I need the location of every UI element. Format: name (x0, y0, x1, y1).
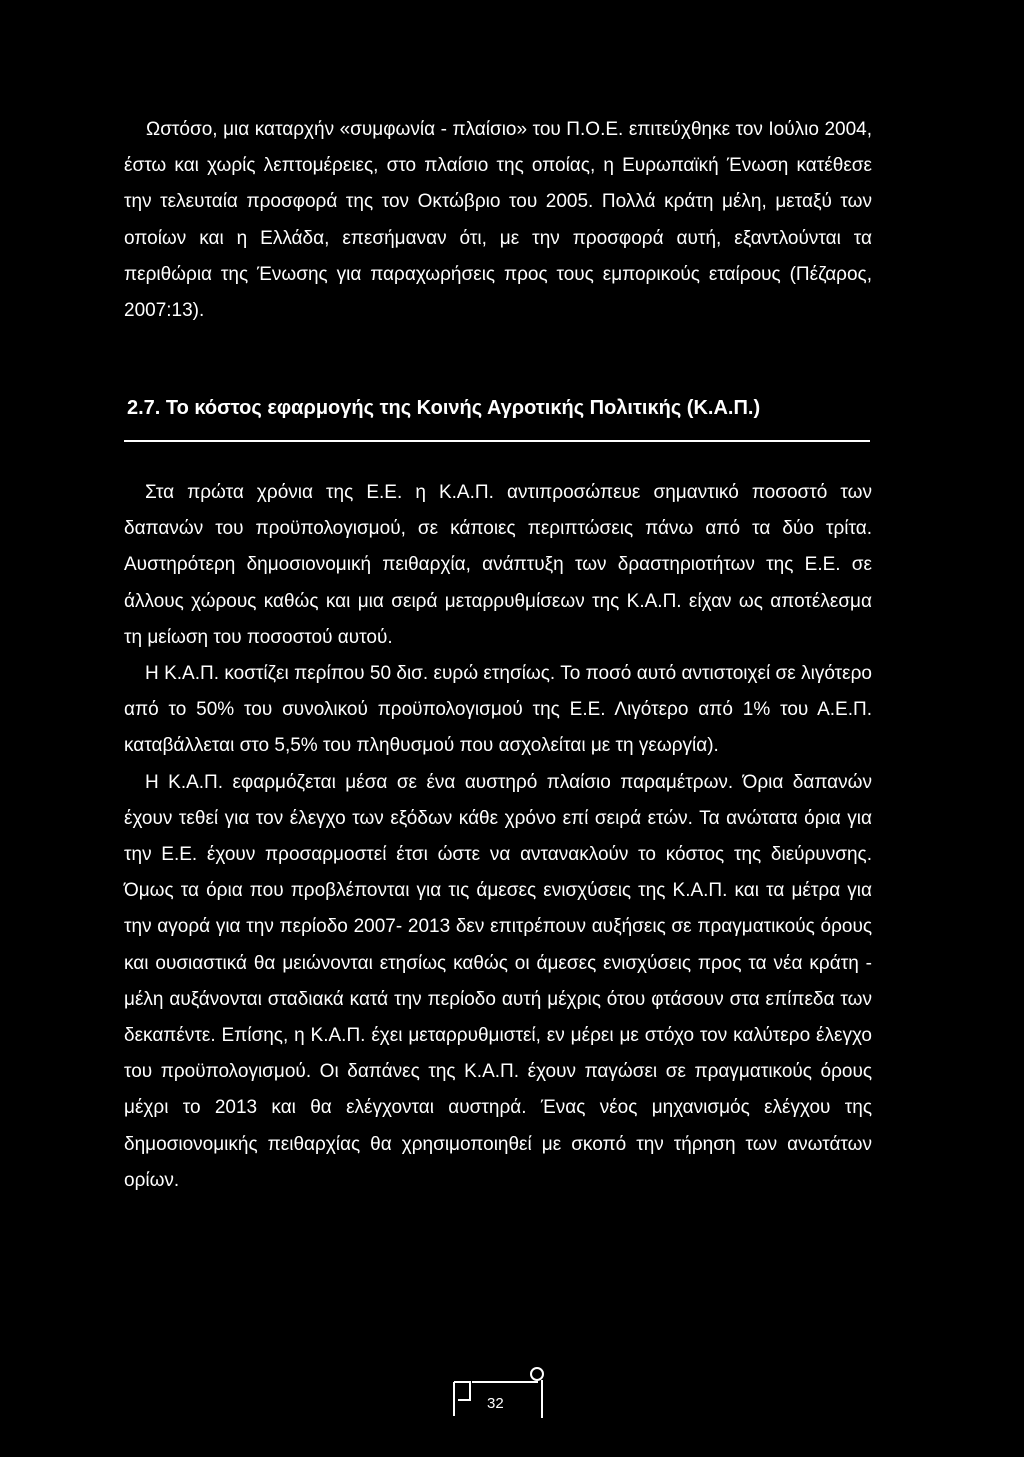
heading-underline (124, 440, 870, 442)
section-heading: 2.7. Το κόστος εφαρμογής της Κοινής Αγροτικής Πολιτικής (Κ.Α.Π.) (127, 397, 761, 419)
section-body (124, 475, 872, 1199)
section-paragraph-1: Στα πρώτα χρόνια της Ε.Ε. η Κ.Α.Π. αντιπροσώπευε σημαντικό ποσοστό των δαπανών του προϋπολογισμού, σε κάποιες περιπτώσεις πάνω από τα δύο τρίτα. Αυστηρότερη δημοσιονομική πειθαρχία, ανάπτυξη των δραστηριοτήτων της Ε.Ε. σε άλλους χώρους καθώς και μια σειρά μεταρρυθμίσεων της Κ.Α.Π. είχαν ως αποτέλεσμα τη μείωση του ποσοστού αυτού. (124, 482, 872, 648)
section-paragraph-2: Η Κ.Α.Π. κοστίζει περίπου 50 δισ. ευρώ ετησίως. Το ποσό αυτό αντιστοιχεί σε λιγότερο από το 50% του συνολικού προϋπολογισμού της Ε.Ε. Λιγότερο από 1% του Α.Ε.Π. καταβάλλεται στο 5,5% του πληθυσμού που ασχολείται με τη γεωργία). (124, 663, 872, 757)
page-number: 32 (487, 1395, 504, 1412)
intro-block (124, 112, 872, 329)
section-paragraph-3: Η Κ.Α.Π. εφαρμόζεται μέσα σε ένα αυστηρό πλαίσιο παραμέτρων. Όρια δαπανών έχουν τεθεί για τον έλεγχο των εξόδων κάθε χρόνο επί σειρά ετών. Τα ανώτατα όρια για την Ε.Ε. έχουν προσαρμοστεί έτσι ώστε να αντανακλούν το κόστος της διεύρυνσης. Όμως τα όρια που προβλέπονται για τις άμεσες ενισχύσεις της Κ.Α.Π. και τα μέτρα για την αγορά για την περίοδο 2007- 2013 δεν επιτρέπουν αυξήσεις σε πραγματικούς όρους και ουσιαστικά θα μειώνονται ετησίως καθώς οι άμεσες ενισχύσεις προς τα νέα κράτη - μέλη αυξάνονται σταδιακά κατά την περίοδο αυτή μέχρις ότου φτάσουν στα επίπεδα των δεκαπέντε. Επίσης, η Κ.Α.Π. έχει μεταρρυθμιστεί, εν μέρει με στόχο τον καλύτερο έλεγχο του προϋπολογισμού. Οι δαπάνες της Κ.Α.Π. έχουν παγώσει σε πραγματικούς όρους μέχρι το 2013 και θα ελέγχονται αυστηρά. Ένας νέος μηχανισμός ελέγχου της δημοσιονομικής πειθαρχίας θα χρησιμοποιηθεί με σκοπό την τήρηση των ανωτάτων ορίων. (124, 771, 872, 1191)
intro-paragraph: Ωστόσο, μια καταρχήν «συμφωνία - πλαίσιο» του Π.Ο.Ε. επιτεύχθηκε τον Ιούλιο 2004, έστω και χωρίς λεπτομέρειες, στο πλαίσιο της οποίας, η Ευρωπαϊκή Ένωση κατέθεσε την τελευταία προσφορά της τον Οκτώβριο του 2005. Πολλά κράτη μέλη, μεταξύ των οποίων και η Ελλάδα, επεσήμαναν ότι, με την προσφορά αυτή, εξαντλούνται τα περιθώρια της Ένωσης για παραχωρήσεις προς τους εμπορικούς εταίρους (Πέζαρος, 2007:13). (124, 119, 872, 322)
